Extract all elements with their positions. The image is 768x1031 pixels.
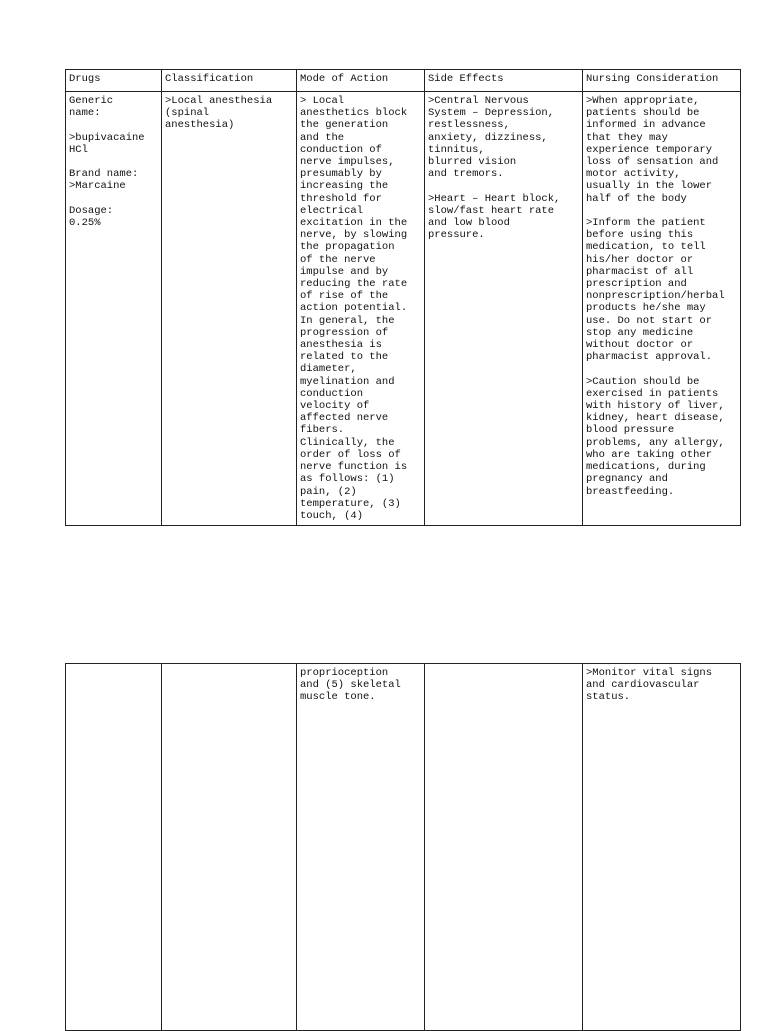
table-header-row [66, 70, 741, 92]
drug-table-page-2 [65, 663, 741, 1031]
mode-of-action-cell: proprioception and (5) skeletal muscle tone. [297, 664, 425, 1031]
nursing-consideration-cell: >Monitor vital signs and cardiovascular status. [583, 664, 741, 1031]
drugs-cell: Generic name: >bupivacaine HCl Brand name: >Marcaine Dosage: 0.25% [66, 92, 162, 526]
side-effects-cell [425, 664, 583, 1031]
side-effects-cell: >Central Nervous System – Depression, restlessness, anxiety, dizziness, tinnitus, blurred vision and tremors. >Heart – Heart block, slow/fast heart rate and low blood pressure. [425, 92, 583, 526]
header-classification: Classification [162, 70, 297, 92]
drug-table-page-1 [65, 69, 741, 526]
nursing-consideration-cell: >When appropriate, patients should be informed in advance that they may experience temporary loss of sensation and motor activity, usually in the lower half of the body >Inform the patient before using this medication, to tell his/her doctor or pharmacist of all prescription and nonprescription/herbal products he/she may use. Do not start or stop any medicine without doctor or pharmacist approval. >Caution should be exercised in patients with history of liver, kidney, heart disease, blood pressure problems, any allergy, who are taking other medications, during pregnancy and breastfeeding. [583, 92, 741, 526]
mode-of-action-cell: > Local anesthetics block the generation and the conduction of nerve impulses, presumably by increasing the threshold for electrical excitation in the nerve, by slowing the propagation of the nerve impulse and by reducing the rate of rise of the action potential. In general, the progression of anesthesia is related to the diameter, myelination and conduction velocity of affected nerve fibers. Clinically, the order of loss of nerve function is as follows: (1) pain, (2) temperature, (3) touch, (4) [297, 92, 425, 526]
drugs-cell [66, 664, 162, 1031]
table-row [66, 664, 741, 1031]
classification-cell [162, 664, 297, 1031]
classification-cell: >Local anesthesia (spinal anesthesia) [162, 92, 297, 526]
header-nursing-consideration: Nursing Consideration [583, 70, 741, 92]
header-mode-of-action: Mode of Action [297, 70, 425, 92]
table-row [66, 92, 741, 526]
header-side-effects: Side Effects [425, 70, 583, 92]
header-drugs: Drugs [66, 70, 162, 92]
